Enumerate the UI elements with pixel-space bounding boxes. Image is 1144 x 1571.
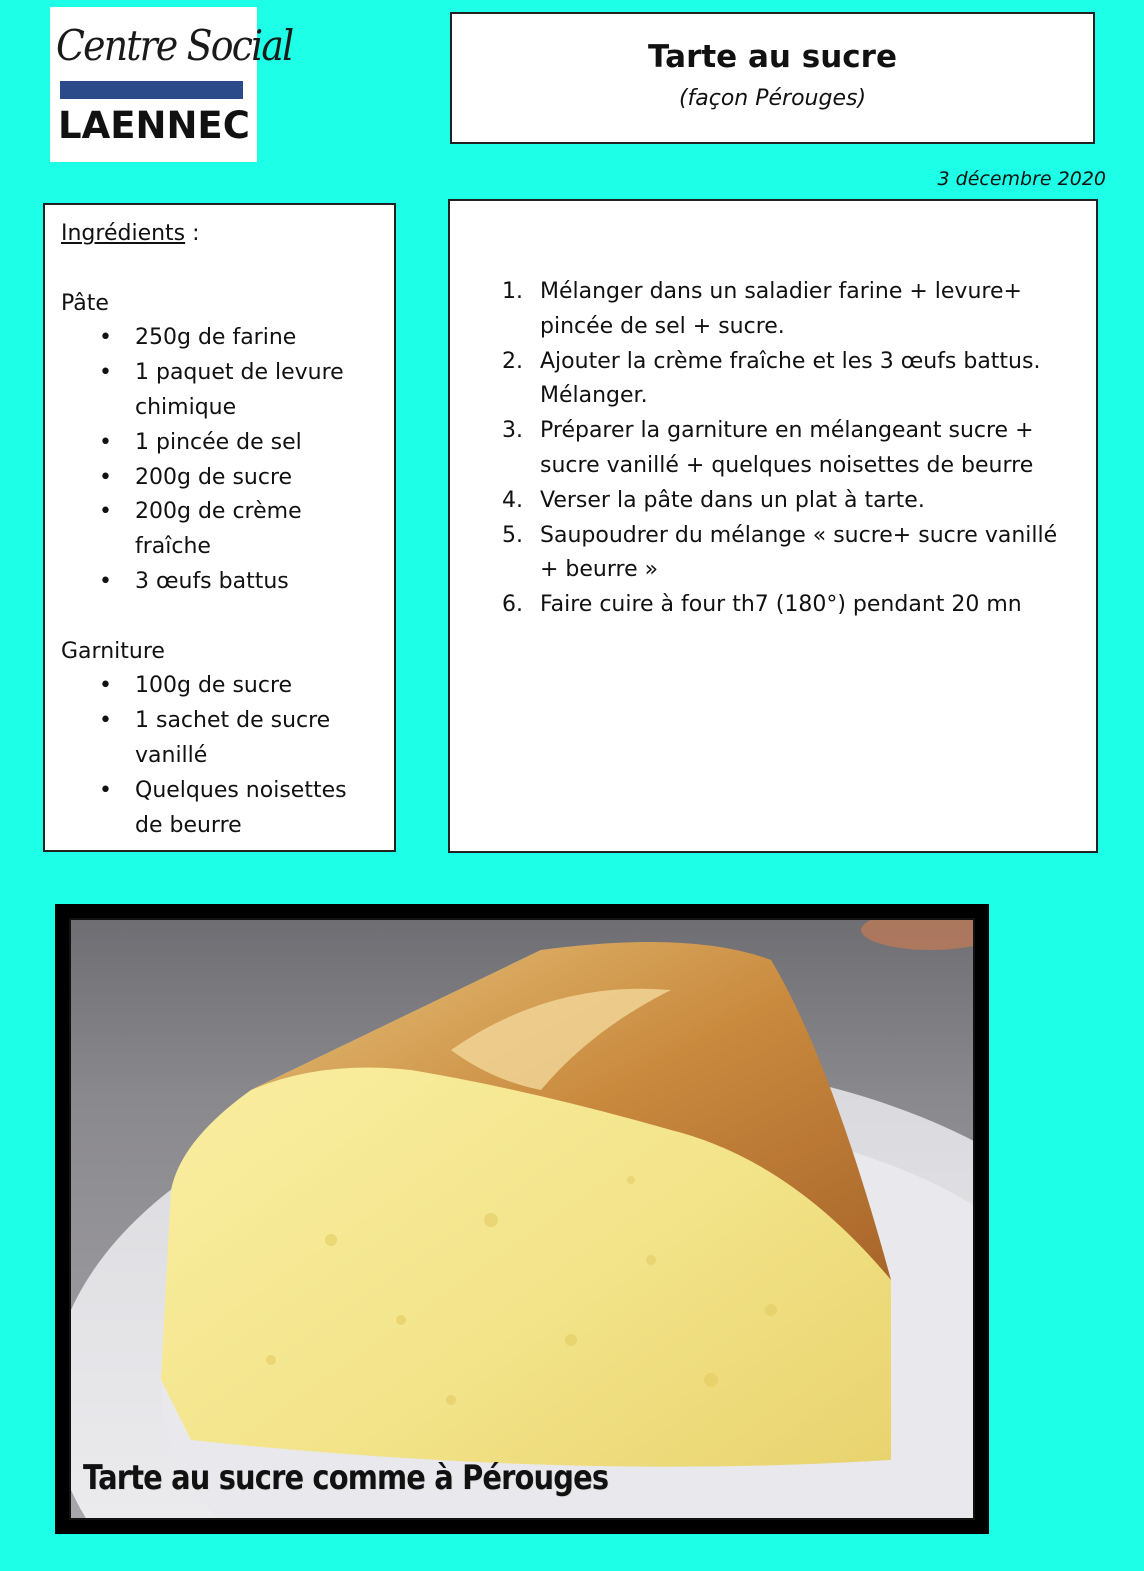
step-item	[502, 519, 1082, 589]
step-number: 3.	[502, 418, 523, 444]
cake-photo-frame	[55, 904, 989, 1534]
ingredient-item	[61, 426, 381, 461]
bullet-icon: •	[99, 777, 112, 803]
bullet-icon: •	[99, 499, 112, 525]
step-text: Ajouter la crème fraîche et les 3 œufs battus. Mélanger.	[540, 348, 1041, 409]
cake-photo	[69, 918, 975, 1520]
bullet-icon: •	[99, 360, 112, 386]
ingredient-text: 1 paquet de levure chimique	[135, 360, 344, 420]
step-item	[502, 414, 1082, 484]
ingredient-text: 200g de sucre	[135, 464, 293, 490]
bullet-icon: •	[99, 464, 112, 490]
ingredient-item	[61, 321, 381, 356]
ingredient-group-title: Pâte	[61, 290, 109, 316]
ingredients-heading-label: Ingrédients	[61, 221, 186, 246]
ingredients-box	[43, 203, 396, 852]
recipe-subtitle: (façon Pérouges)	[678, 86, 867, 111]
step-item	[502, 275, 1082, 345]
step-text: Préparer la garniture en mélangeant sucre + sucre vanillé + quelques noisettes de beurre	[540, 418, 1034, 478]
step-item	[502, 484, 1082, 519]
ingredient-text: Quelques noisettes de beurre	[135, 777, 347, 838]
title-box	[450, 12, 1095, 144]
photo-caption: Tarte au sucre comme à Pérouges	[83, 1458, 609, 1498]
ingredient-text: 200g de crème fraîche	[135, 499, 302, 560]
step-number: 2.	[502, 348, 523, 374]
steps-box	[448, 199, 1098, 853]
step-number: 4.	[502, 487, 523, 513]
step-number: 5.	[502, 522, 523, 548]
background-blur	[861, 920, 973, 950]
ingredient-list-garniture	[61, 669, 381, 843]
ingredient-item	[61, 774, 381, 844]
ingredient-item	[61, 495, 381, 565]
ingredients-content	[61, 217, 381, 843]
ingredient-text: 100g de sucre	[135, 673, 293, 699]
step-text: Saupoudrer du mélange « sucre+ sucre vanillé + beurre »	[540, 522, 1058, 583]
bullet-icon: •	[99, 673, 112, 699]
ingredients-heading-suffix: :	[185, 221, 200, 246]
ingredient-list-pate	[61, 321, 381, 599]
recipe-date: 3 décembre 2020	[937, 168, 1106, 190]
ingredient-item	[61, 704, 381, 774]
step-number: 1.	[502, 279, 523, 304]
step-text: Faire cuire à four th7 (180°) pendant 20 mn	[540, 592, 1022, 618]
step-text: Mélanger dans un saladier farine + levure+ pincée de sel + sucre.	[540, 279, 1022, 339]
bullet-icon: •	[99, 325, 112, 351]
ingredient-item	[61, 565, 381, 600]
centre-social-logo	[50, 7, 293, 162]
cake-illustration	[71, 920, 973, 1518]
ingredient-text: 250g de farine	[135, 325, 297, 351]
ingredient-group-title: Garniture	[61, 638, 165, 664]
ingredient-item	[61, 356, 381, 426]
steps-list	[502, 275, 1082, 623]
ingredient-text: 1 sachet de sucre vanillé	[135, 708, 331, 768]
ingredients-heading	[61, 217, 381, 252]
recipe-title: Tarte au sucre	[648, 39, 897, 75]
bullet-icon: •	[99, 568, 112, 594]
step-item	[502, 588, 1082, 623]
ingredient-text: 1 pincée de sel	[135, 429, 302, 455]
bullet-icon: •	[99, 429, 112, 455]
logo-script-text: Centre Social	[56, 21, 293, 70]
step-item	[502, 345, 1082, 415]
ingredient-item	[61, 669, 381, 704]
step-text: Verser la pâte dans un plat à tarte.	[540, 487, 925, 513]
ingredient-text: 3 œufs battus	[135, 568, 289, 594]
bullet-icon: •	[99, 708, 112, 734]
logo-bar	[60, 81, 243, 99]
logo-word-text: LAENNEC	[58, 104, 250, 147]
ingredient-item	[61, 461, 381, 496]
step-number: 6.	[502, 592, 523, 618]
